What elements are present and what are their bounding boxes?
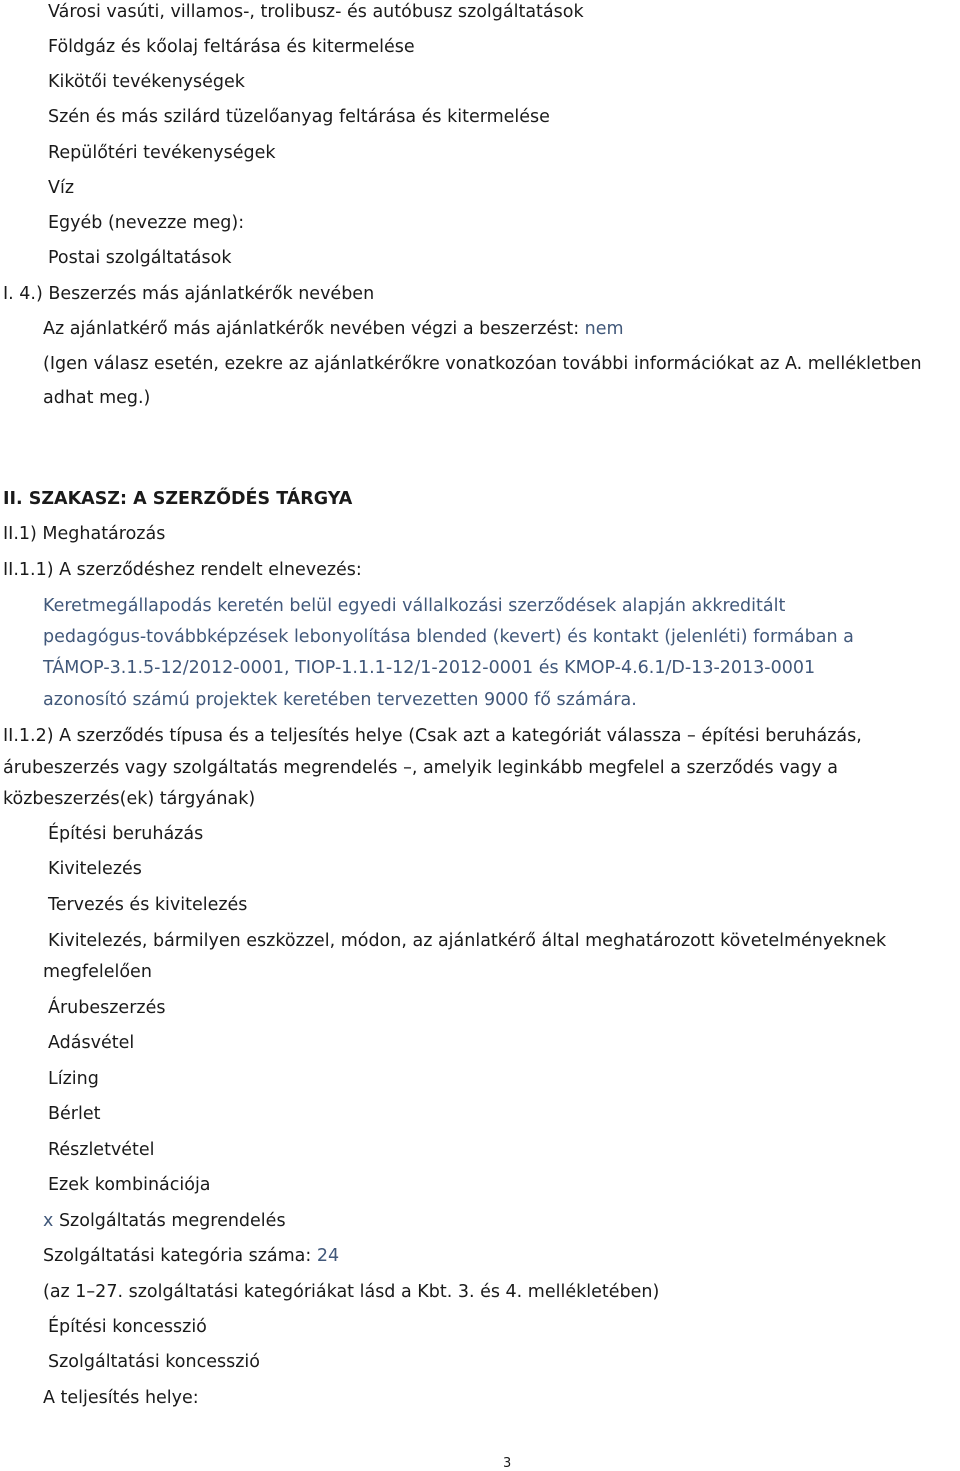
utility-option-urban-transport: Városi vasúti, villamos-, trolibusz- és autóbusz szolgáltatások xyxy=(48,2,584,22)
contract-name-line-2: pedagógus-továbbképzések lebonyolítása blended (kevert) és kontakt (jelenléti) formában a xyxy=(43,627,854,647)
option-any-means-line-2: megfelelően xyxy=(43,962,152,982)
utility-option-gas-oil: Földgáz és kőolaj feltárása és kitermelése xyxy=(48,37,415,57)
utility-option-other: Egyéb (nevezze meg): xyxy=(48,213,245,233)
section-ii12-line-2: árubeszerzés vagy szolgáltatás megrendelés –, amelyik leginkább megfelel a szerződés vagy a xyxy=(3,758,839,778)
service-category-note: (az 1–27. szolgáltatási kategóriákat lásd a Kbt. 3. és 4. mellékletében) xyxy=(43,1282,660,1302)
utility-option-coal: Szén és más szilárd tüzelőanyag feltárása és kitermelése xyxy=(48,107,550,127)
section-i4-heading: I. 4.) Beszerzés más ajánlatkérők nevében xyxy=(3,284,375,304)
utility-option-water: Víz xyxy=(48,178,75,198)
utility-option-postal: Postai szolgáltatások xyxy=(48,248,232,268)
utility-option-airport: Repülőtéri tevékenységek xyxy=(48,143,276,163)
option-service: Szolgáltatás megrendelés xyxy=(58,1211,286,1231)
section-ii1-heading: II.1) Meghatározás xyxy=(3,524,166,544)
option-leasing: Lízing xyxy=(48,1069,99,1089)
section-ii12-line-1: II.1.2) A szerződés típusa és a teljesítés helye (Csak azt a kategóriát válassza – építési beruházás, xyxy=(3,726,862,746)
option-works: Építési beruházás xyxy=(48,824,204,844)
contract-name-line-3: TÁMOP-3.1.5-12/2012-0001, TIOP-1.1.1-12/1-2012-0001 és KMOP-4.6.1/D-13-2013-0001 xyxy=(43,658,816,678)
option-rental: Bérlet xyxy=(48,1104,101,1124)
service-category-line xyxy=(43,1244,339,1268)
section-i4-question-line xyxy=(43,317,624,341)
option-supplies: Árubeszerzés xyxy=(48,998,166,1018)
section-ii-title: II. SZAKASZ: A SZERZŐDÉS TÁRGYA xyxy=(3,489,353,509)
option-service-concession: Szolgáltatási koncesszió xyxy=(48,1352,260,1372)
option-hire-purchase: Részletvétel xyxy=(48,1140,155,1160)
option-works-concession: Építési koncesszió xyxy=(48,1317,207,1337)
place-of-performance-label: A teljesítés helye: xyxy=(43,1388,199,1408)
service-selected-mark: x xyxy=(43,1211,54,1231)
option-purchase: Adásvétel xyxy=(48,1033,135,1053)
contract-name-line-1: Keretmegállapodás keretén belül egyedi vállalkozási szerződések alapján akkreditált xyxy=(43,596,786,616)
option-service-line xyxy=(43,1209,286,1233)
page-number: 3 xyxy=(503,1456,512,1471)
section-ii12-line-3: közbeszerzés(ek) tárgyának) xyxy=(3,789,256,809)
section-i4-note-1: (Igen válasz esetén, ezekre az ajánlatkérőkre vonatkozóan további információkat az A. mellékletben xyxy=(43,354,922,374)
option-combination: Ezek kombinációja xyxy=(48,1175,211,1195)
option-execution: Kivitelezés xyxy=(48,859,142,879)
option-any-means-line-1: Kivitelezés, bármilyen eszközzel, módon, az ajánlatkérő által meghatározott követelményeknek xyxy=(48,931,887,951)
section-ii11-label: II.1.1) A szerződéshez rendelt elnevezés: xyxy=(3,560,362,580)
section-i4-answer: nem xyxy=(584,319,624,339)
section-i4-question: Az ajánlatkérő más ajánlatkérők nevében végzi a beszerzést: xyxy=(43,319,580,339)
service-category-value: 24 xyxy=(316,1246,340,1266)
contract-name-line-4: azonosító számú projektek keretében tervezetten 9000 fő számára. xyxy=(43,690,637,710)
utility-option-port: Kikötői tevékenységek xyxy=(48,72,245,92)
service-category-label: Szolgáltatási kategória száma: xyxy=(43,1246,312,1266)
option-design-execution: Tervezés és kivitelezés xyxy=(48,895,248,915)
section-i4-note-2: adhat meg.) xyxy=(43,388,151,408)
